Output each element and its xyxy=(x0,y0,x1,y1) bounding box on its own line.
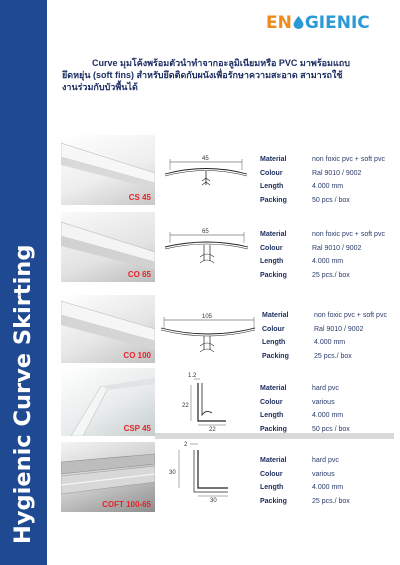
spec-table xyxy=(260,382,350,436)
dimension-label: 65 xyxy=(202,229,209,235)
spec-value: 25 pcs./ box xyxy=(312,271,350,279)
spec-label: Length xyxy=(260,484,284,492)
dimension-label: 2 xyxy=(184,442,188,448)
spec-value: various xyxy=(312,470,335,478)
dimension-label: 30 xyxy=(210,498,217,502)
spec-label: Material xyxy=(260,385,287,393)
spec-label: Colour xyxy=(262,325,285,333)
spec-table xyxy=(260,153,385,207)
product-code: CS 45 xyxy=(128,193,151,202)
spec-label: Length xyxy=(260,412,284,420)
spec-value: 50 pcs / box xyxy=(312,425,350,433)
spec-value: non foxic pvc + soft pvc xyxy=(312,156,385,164)
dimension-label: 22 xyxy=(209,427,216,431)
spec-label: Packing xyxy=(260,271,287,279)
dimension-label: 105 xyxy=(202,314,213,320)
spec-table xyxy=(262,309,387,363)
spec-label: Colour xyxy=(260,169,283,177)
profile-diagram xyxy=(178,369,238,431)
spec-value: Ral 9010 / 9002 xyxy=(312,244,362,252)
spec-label: Packing xyxy=(260,497,287,505)
spec-value: non foxic pvc + soft pvc xyxy=(312,231,385,239)
brand-logo xyxy=(266,10,392,36)
spec-value: 25 pcs./ box xyxy=(312,497,350,505)
logo-text-right: GIENIC xyxy=(304,13,370,33)
profile-diagram xyxy=(166,438,236,502)
spec-label: Packing xyxy=(262,352,289,360)
spec-label: Material xyxy=(260,156,287,164)
dimension-label: 45 xyxy=(202,156,209,162)
product-photo xyxy=(61,212,155,282)
product-code: CO 100 xyxy=(123,351,151,360)
spec-value: 4.000 mm xyxy=(312,412,344,420)
spec-value: 4.000 mm xyxy=(312,183,344,191)
spec-label: Length xyxy=(260,183,284,191)
product-photo xyxy=(61,442,155,512)
spec-label: Colour xyxy=(260,244,283,252)
spec-table xyxy=(260,454,350,508)
profile-diagram xyxy=(160,225,250,273)
spec-value: 4.000 mm xyxy=(314,339,346,347)
sidebar xyxy=(0,0,47,565)
intro-line-3: งานร่วมกับบัวพื้นได้ xyxy=(62,82,138,92)
spec-label: Length xyxy=(262,339,286,347)
spec-label: Material xyxy=(262,312,289,320)
dimension-label: 22 xyxy=(182,403,189,409)
spec-label: Colour xyxy=(260,470,283,478)
product-code: COFT 100-65 xyxy=(102,500,151,509)
product-code: CO 65 xyxy=(127,270,151,279)
spec-label: Material xyxy=(260,231,287,239)
spec-table xyxy=(260,228,385,282)
spec-value: hard pvc xyxy=(312,457,339,465)
intro-line-2: ยึดหยุ่น (soft fins) สำหรับยึดติดกับผนังเพื่อรักษาความสะอาด สามารถใช้ xyxy=(62,70,343,80)
intro-line-1: Curve มุมโค้งพร้อมตัวนำทำจากอะลูมิเนียมหรือ PVC มาพร้อมแถบ xyxy=(92,58,350,68)
spec-label: Material xyxy=(260,457,287,465)
spec-value: 4.000 mm xyxy=(312,258,344,266)
dimension-label: 1.2 xyxy=(188,373,197,379)
spec-value: non foxic pvc + soft pvc xyxy=(314,312,387,320)
sidebar-title: Hygienic Curve Skirting xyxy=(10,244,36,544)
product-code: CSP 45 xyxy=(123,424,151,433)
water-drop-icon xyxy=(293,16,304,29)
spec-value: various xyxy=(312,398,335,406)
spec-label: Colour xyxy=(260,398,283,406)
spec-value: 4.000 mm xyxy=(312,484,344,492)
spec-value: hard pvc xyxy=(312,385,339,393)
spec-value: 50 pcs / box xyxy=(312,196,350,204)
spec-label: Packing xyxy=(260,425,287,433)
product-photo xyxy=(61,135,155,205)
spec-label: Packing xyxy=(260,196,287,204)
profile-diagram xyxy=(160,152,250,196)
intro-text xyxy=(62,57,394,93)
dimension-label: 30 xyxy=(169,470,176,476)
product-photo xyxy=(61,368,155,436)
product-photo xyxy=(61,295,155,363)
spec-value: Ral 9010 / 9002 xyxy=(314,325,364,333)
spec-value: 25 pcs./ box xyxy=(314,352,352,360)
spec-label: Length xyxy=(260,258,284,266)
profile-diagram xyxy=(158,310,258,358)
logo-text-left: EN xyxy=(266,13,292,33)
spec-value: Ral 9010 / 9002 xyxy=(312,169,362,177)
